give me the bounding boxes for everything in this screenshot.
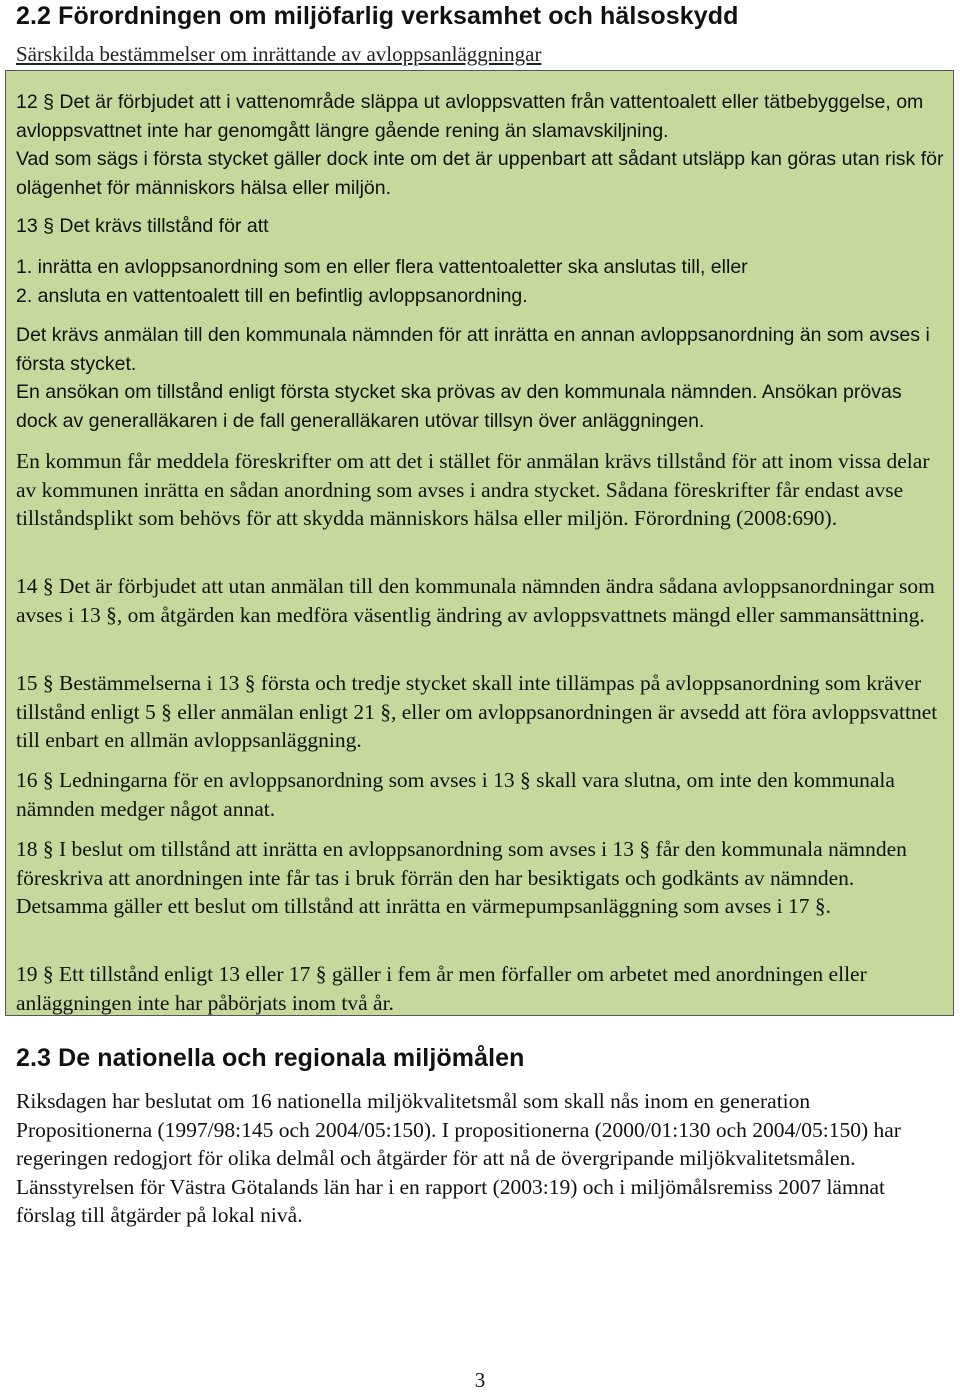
paragraph-13-b: Det krävs anmälan till den kommunala nämnden för att inrätta en annan avloppsanordning än som avses i första stycket.: [16, 324, 930, 375]
section-heading-2-3: 2.3 De nationella och regionala miljömålen: [16, 1044, 525, 1072]
law-excerpt-box: [5, 70, 954, 1016]
paragraph-13-heading: 13 § Det krävs tillstånd för att: [16, 215, 269, 237]
paragraph-12-a: 12 § Det är förbjudet att i vattenområde släppa ut avloppsvatten från vattentoalett eller tätbebyggelse, om avloppsvattnet inte har genomgått längre gående rening än slamavskiljning.: [16, 91, 924, 142]
list-item-2: 2. ansluta en vattentoalett till en befintlig avloppsanordning.: [16, 285, 528, 307]
paragraph-13-c: En ansökan om tillstånd enligt första stycket ska prövas av den kommunala nämnden. Ansökan prövas dock av generalläkaren i de fall generalläkaren utövar tillsyn över anläggningen.: [16, 381, 902, 432]
section-heading-2-2: 2.2 Förordningen om miljöfarlig verksamhet och hälsoskydd: [16, 2, 739, 30]
page-number: 3: [474, 1368, 486, 1392]
paragraph-12-b: Vad som sägs i första stycket gäller dock inte om det är uppenbart att sådant utsläpp kan göras utan risk för olägenhet för människors hälsa eller miljön.: [16, 148, 944, 199]
section-body: Riksdagen har beslutat om 16 nationella miljökvalitetsmål som skall nås inom en generation Propositionerna (1997/98:145 och 2004/05:150). I propositionerna (2000/01:130 och 2004/05:150) har regeringen redogjort för olika delmål och åtgärder för att nå de övergripande miljökvalitetsmålen. Länsstyrelsen för Västra Götalands län har i en rapport (2003:19) och i miljömålsremiss 2007 lämnat förslag till åtgärder på lokal nivå.: [16, 1089, 901, 1227]
paragraph-16: 16 § Ledningarna för en avloppsanordning som avses i 13 § skall vara slutna, om inte den kommunala nämnden medger något annat.: [16, 768, 895, 821]
paragraph-14: 14 § Det är förbjudet att utan anmälan till den kommunala nämnden ändra sådana avloppsanordningar som avses i 13 §, om åtgärden kan medföra väsentlig ändring av avloppsvattnets mängd eller sammansättning.: [16, 574, 935, 627]
list-item-1: 1. inrätta en avloppsanordning som en eller flera vattentoaletter ska anslutas till, eller: [16, 256, 748, 278]
paragraph-19: 19 § Ett tillstånd enligt 13 eller 17 § gäller i fem år men förfaller om arbetet med anordningen eller anläggningen inte har påbörjats inom två år.: [16, 962, 867, 1015]
section-subtitle: Särskilda bestämmelser om inrättande av avloppsanläggningar: [16, 42, 542, 66]
paragraph-18: 18 § I beslut om tillstånd att inrätta en avloppsanordning som avses i 13 § får den kommunala nämnden föreskriva att anordningen inte får tas i bruk förrän den har besiktigats och godkänts av nämnden. Detsamma gäller ett beslut om tillstånd att inrätta en värmepumpsanläggning som avses i 17 §.: [16, 837, 907, 918]
paragraph-13-d: En kommun får meddela föreskrifter om att det i stället för anmälan krävs tillstånd för att inom vissa delar av kommunen inrätta en sådan anordning som avses i andra stycket. Sådana föreskrifter får endast avse tillståndsplikt som behövs för att skydda människors hälsa eller miljön. Förordning (2008:690).: [16, 449, 930, 530]
paragraph-15: 15 § Bestämmelserna i 13 § första och tredje stycket skall inte tillämpas på avloppsanordning som kräver tillstånd enligt 5 § eller anmälan enligt 21 §, eller om avloppsanordningen är avsedd att föra avloppsvattnet till enbart en allmän avloppsanläggning.: [16, 671, 938, 752]
